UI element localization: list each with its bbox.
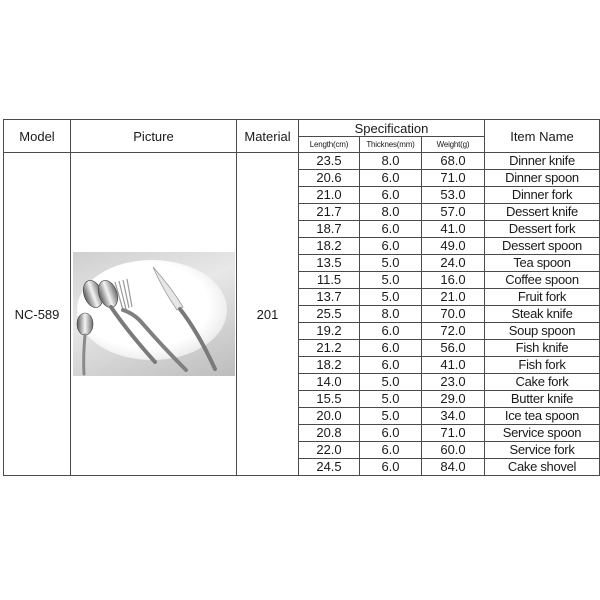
thickness-cell: 6.0 bbox=[360, 442, 422, 459]
length-cell: 20.6 bbox=[299, 170, 360, 187]
item-name-cell: Service spoon bbox=[485, 425, 600, 442]
header-weight: Weight(g) bbox=[422, 137, 485, 153]
item-name-cell: Cake fork bbox=[485, 374, 600, 391]
model-cell: NC-589 bbox=[4, 153, 71, 476]
item-name-cell: Cake shovel bbox=[485, 459, 600, 476]
header-material: Material bbox=[237, 120, 299, 153]
header-picture: Picture bbox=[71, 120, 237, 153]
length-cell: 21.2 bbox=[299, 340, 360, 357]
item-name-cell: Coffee spoon bbox=[485, 272, 600, 289]
weight-cell: 57.0 bbox=[422, 204, 485, 221]
weight-cell: 29.0 bbox=[422, 391, 485, 408]
item-name-cell: Steak knife bbox=[485, 306, 600, 323]
weight-cell: 23.0 bbox=[422, 374, 485, 391]
weight-cell: 16.0 bbox=[422, 272, 485, 289]
weight-cell: 70.0 bbox=[422, 306, 485, 323]
item-name-cell: Dinner spoon bbox=[485, 170, 600, 187]
length-cell: 18.7 bbox=[299, 221, 360, 238]
header-specification: Specification bbox=[299, 120, 485, 137]
item-name-cell: Fruit fork bbox=[485, 289, 600, 306]
length-cell: 15.5 bbox=[299, 391, 360, 408]
weight-cell: 41.0 bbox=[422, 221, 485, 238]
item-name-cell: Fish knife bbox=[485, 340, 600, 357]
length-cell: 18.2 bbox=[299, 238, 360, 255]
thickness-cell: 5.0 bbox=[360, 408, 422, 425]
material-cell: 201 bbox=[237, 153, 299, 476]
thickness-cell: 6.0 bbox=[360, 221, 422, 238]
length-cell: 23.5 bbox=[299, 153, 360, 170]
thickness-cell: 6.0 bbox=[360, 425, 422, 442]
thickness-cell: 8.0 bbox=[360, 204, 422, 221]
item-name-cell: Dinner fork bbox=[485, 187, 600, 204]
item-name-cell: Dessert spoon bbox=[485, 238, 600, 255]
length-cell: 21.0 bbox=[299, 187, 360, 204]
thickness-cell: 8.0 bbox=[360, 306, 422, 323]
picture-cell bbox=[71, 153, 237, 476]
item-name-cell: Dinner knife bbox=[485, 153, 600, 170]
length-cell: 22.0 bbox=[299, 442, 360, 459]
weight-cell: 24.0 bbox=[422, 255, 485, 272]
specification-table bbox=[3, 119, 600, 476]
weight-cell: 49.0 bbox=[422, 238, 485, 255]
length-cell: 25.5 bbox=[299, 306, 360, 323]
item-name-cell: Ice tea spoon bbox=[485, 408, 600, 425]
length-cell: 14.0 bbox=[299, 374, 360, 391]
length-cell: 19.2 bbox=[299, 323, 360, 340]
table-row bbox=[4, 153, 600, 170]
thickness-cell: 5.0 bbox=[360, 391, 422, 408]
item-name-cell: Dessert fork bbox=[485, 221, 600, 238]
weight-cell: 60.0 bbox=[422, 442, 485, 459]
length-cell: 21.7 bbox=[299, 204, 360, 221]
thickness-cell: 8.0 bbox=[360, 153, 422, 170]
length-cell: 20.0 bbox=[299, 408, 360, 425]
length-cell: 13.5 bbox=[299, 255, 360, 272]
thickness-cell: 6.0 bbox=[360, 340, 422, 357]
header-model: Model bbox=[4, 120, 71, 153]
weight-cell: 71.0 bbox=[422, 425, 485, 442]
item-name-cell: Fish fork bbox=[485, 357, 600, 374]
thickness-cell: 5.0 bbox=[360, 272, 422, 289]
cutlery-photo-icon bbox=[73, 252, 235, 376]
item-name-cell: Tea spoon bbox=[485, 255, 600, 272]
length-cell: 24.5 bbox=[299, 459, 360, 476]
header-length: Length(cm) bbox=[299, 137, 360, 153]
weight-cell: 41.0 bbox=[422, 357, 485, 374]
item-name-cell: Dessert knife bbox=[485, 204, 600, 221]
weight-cell: 53.0 bbox=[422, 187, 485, 204]
weight-cell: 56.0 bbox=[422, 340, 485, 357]
header-item-name: Item Name bbox=[485, 120, 600, 153]
length-cell: 20.8 bbox=[299, 425, 360, 442]
thickness-cell: 5.0 bbox=[360, 289, 422, 306]
weight-cell: 34.0 bbox=[422, 408, 485, 425]
weight-cell: 68.0 bbox=[422, 153, 485, 170]
thickness-cell: 5.0 bbox=[360, 255, 422, 272]
thickness-cell: 6.0 bbox=[360, 459, 422, 476]
item-name-cell: Service fork bbox=[485, 442, 600, 459]
thickness-cell: 6.0 bbox=[360, 357, 422, 374]
weight-cell: 71.0 bbox=[422, 170, 485, 187]
length-cell: 13.7 bbox=[299, 289, 360, 306]
thickness-cell: 6.0 bbox=[360, 238, 422, 255]
header-thickness: Thicknes(mm) bbox=[360, 137, 422, 153]
length-cell: 11.5 bbox=[299, 272, 360, 289]
item-name-cell: Soup spoon bbox=[485, 323, 600, 340]
thickness-cell: 5.0 bbox=[360, 374, 422, 391]
thickness-cell: 6.0 bbox=[360, 187, 422, 204]
weight-cell: 21.0 bbox=[422, 289, 485, 306]
thickness-cell: 6.0 bbox=[360, 170, 422, 187]
thickness-cell: 6.0 bbox=[360, 323, 422, 340]
item-name-cell: Butter knife bbox=[485, 391, 600, 408]
weight-cell: 84.0 bbox=[422, 459, 485, 476]
weight-cell: 72.0 bbox=[422, 323, 485, 340]
length-cell: 18.2 bbox=[299, 357, 360, 374]
